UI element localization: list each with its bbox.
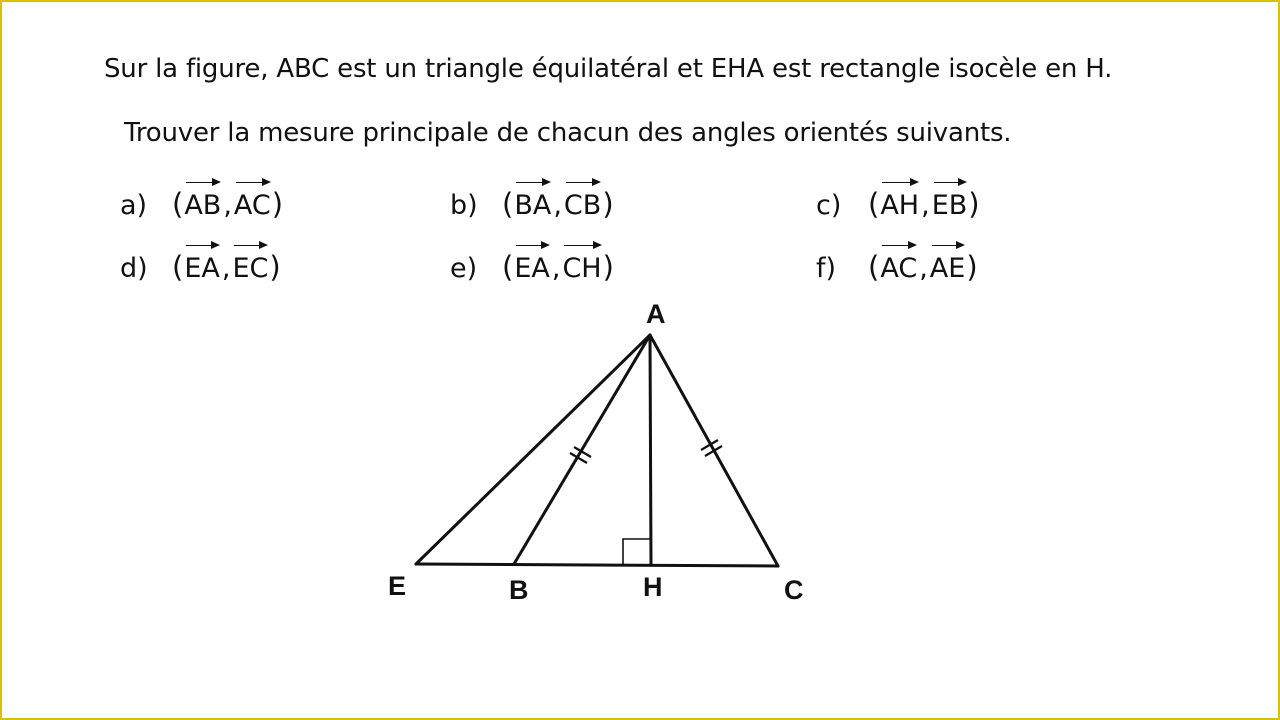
vector-2: EB: [932, 182, 968, 221]
item-label: f): [816, 253, 837, 284]
item-label: e): [450, 253, 478, 284]
angle-item-c: c) ( AH , EB ): [816, 182, 980, 221]
vector-1: EA: [514, 245, 550, 284]
point-label-e: E: [388, 571, 407, 601]
vector-1: BA: [514, 182, 551, 221]
point-label-a: A: [646, 299, 666, 329]
item-label: b): [450, 190, 478, 221]
vector-2: CB: [564, 182, 601, 221]
problem-question: Trouver la mesure principale de chacun des angles orientés suivants.: [124, 118, 1012, 148]
right-angle-mark: [623, 539, 650, 565]
problem-statement: Sur la figure, ABC est un triangle équilatéral et EHA est rectangle isocèle en H.: [104, 54, 1113, 84]
vector-1: AB: [184, 182, 221, 221]
vector-1: AH: [880, 182, 919, 221]
angle-item-d: d) ( EA , EC ): [120, 245, 281, 284]
point-label-b: B: [509, 575, 529, 605]
vector-2: AE: [930, 245, 966, 284]
angle-item-f: f) ( AC , AE ): [816, 245, 978, 284]
point-label-h: H: [643, 572, 663, 602]
item-label: d): [120, 253, 148, 284]
vector-1: EA: [184, 245, 220, 284]
item-label: c): [816, 190, 842, 221]
angle-item-e: e) ( EA , CH ): [450, 245, 614, 284]
vector-2: AC: [234, 182, 271, 221]
triangle-figure: [2, 2, 1278, 718]
vector-2: EC: [232, 245, 268, 284]
item-label: a): [120, 190, 148, 221]
segment-ec: [416, 564, 778, 566]
angle-item-b: b) ( BA , CB ): [450, 182, 614, 221]
vector-2: CH: [562, 245, 601, 284]
point-label-c: C: [784, 575, 804, 605]
angle-item-a: a) ( AB , AC ): [120, 182, 283, 221]
segment-ah: [650, 335, 651, 565]
vector-1: AC: [880, 245, 917, 284]
